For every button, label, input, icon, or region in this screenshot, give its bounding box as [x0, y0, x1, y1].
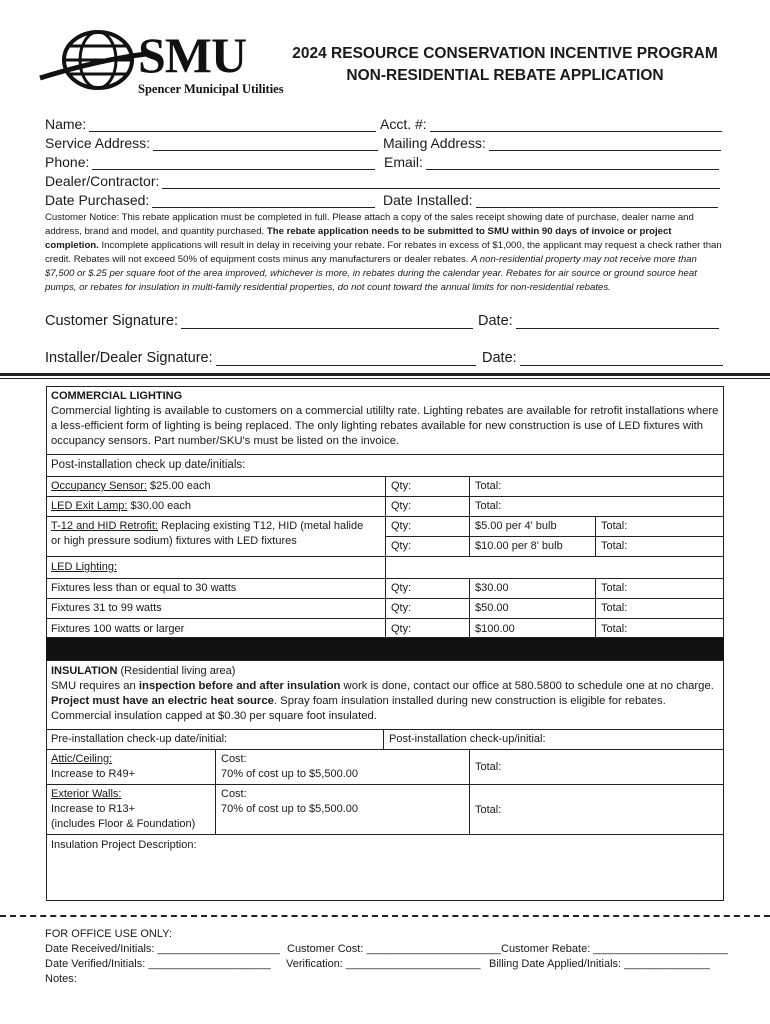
date-installed-label: Date Installed:	[383, 192, 473, 208]
attic-sub: Increase to R49+	[51, 768, 136, 780]
rule	[385, 476, 386, 638]
date-installed-field[interactable]	[383, 192, 718, 208]
rule	[595, 516, 596, 556]
insulation-note: (Residential living area)	[117, 665, 236, 677]
date-received-field[interactable]: Date Received/Initials: ____________________	[45, 943, 280, 955]
per-8ft-bulb: $10.00 per 8' bulb	[475, 540, 563, 552]
qty-label[interactable]: Qty:	[391, 623, 412, 635]
insulation-description	[51, 679, 719, 724]
divider	[0, 378, 770, 379]
rule	[469, 749, 470, 834]
date-label: Date:	[478, 313, 513, 329]
signature-date-field[interactable]	[478, 313, 719, 329]
mailing-address-label: Mailing Address:	[383, 135, 486, 151]
phone-field[interactable]	[45, 154, 375, 170]
divider	[0, 373, 770, 376]
post-check-label[interactable]: Post-installation check-up/initial:	[389, 733, 546, 745]
verification-field[interactable]: Verification: ______________________	[286, 958, 481, 970]
service-address-label: Service Address:	[45, 135, 151, 151]
qty-label[interactable]: Qty:	[391, 500, 412, 512]
page-title	[280, 43, 730, 87]
title-line-2: NON-RESIDENTIAL REBATE APPLICATION	[346, 67, 664, 84]
globe-logo-icon	[38, 30, 148, 100]
total-label[interactable]: Total:	[601, 623, 628, 635]
walls-label-text: Exterior Walls:	[51, 788, 122, 800]
notice-text-2: Incomplete applications will result in delay in receiving your rebate. For rebates in excess of $1,000, the applicant may request a check rather than credit. Rebates will not exceed 50% of equipment costs minus any manufacturers or dealer rebates.	[45, 240, 722, 265]
exit-label: LED Exit Lamp:	[51, 500, 128, 512]
rule	[469, 578, 470, 638]
pre-check-label[interactable]: Pre-installation check-up date/initial:	[51, 733, 228, 745]
notice-text-1: Customer Notice: This rebate application must be completed in full. Please attach a copy of the sales receipt showing date of purchase, dealer name and address, brand and model, and quantity purchased.	[45, 212, 694, 237]
t12-line2: or high pressure sodium) fixtures with LED fixtures	[51, 535, 297, 547]
total-label[interactable]: Total:	[475, 480, 502, 492]
service-address-field[interactable]	[45, 135, 378, 151]
rule	[46, 749, 724, 750]
occupancy-value: $25.00 each	[147, 480, 211, 492]
insulation-heading-text: INSULATION	[51, 665, 118, 677]
cost-value: 70% of cost up to $5,500.00	[221, 803, 358, 815]
qty-label[interactable]: Qty:	[391, 520, 412, 532]
installer-signature-label: Installer/Dealer Signature:	[45, 350, 213, 366]
phone-label: Phone:	[45, 154, 90, 170]
acct-label: Acct. #:	[380, 116, 427, 132]
customer-signature-label: Customer Signature:	[45, 313, 178, 329]
office-heading: FOR OFFICE USE ONLY:	[45, 928, 172, 940]
total-label[interactable]: Total:	[475, 500, 502, 512]
notes-field[interactable]: Notes:	[45, 973, 77, 985]
occupancy-label: Occupancy Sensor:	[51, 480, 147, 492]
cost-label[interactable]: Cost:	[221, 753, 247, 765]
insulation-heading	[51, 664, 721, 679]
qty-label[interactable]: Qty:	[391, 540, 412, 552]
fixture-row-label: Fixtures less than or equal to 30 watts	[51, 582, 237, 594]
led-lighting-label	[47, 560, 117, 574]
walls-label	[47, 787, 122, 801]
lighting-description: Commercial lighting is available to customers on a commercial utililty rate. Lighting rebates are available for retrofit installations where a less-efficient form of lighting is being replaced. The only lighting rebates available for new construction is use of LED fixtures with occupancy sensors. Part number/SKU's must be listed on the invoice.	[51, 405, 719, 447]
exit-value: $30.00 each	[127, 500, 192, 512]
date-verified-field[interactable]: Date Verified/Initials: ____________________	[45, 958, 271, 970]
smu-logo	[38, 27, 284, 100]
total-label[interactable]: Total:	[475, 761, 502, 773]
led-lighting-text: LED Lighting:	[51, 561, 118, 573]
qty-label[interactable]: Qty:	[391, 602, 412, 614]
fixture-price: $30.00	[475, 582, 509, 594]
cut-line	[0, 915, 770, 917]
qty-label[interactable]: Qty:	[391, 582, 412, 594]
per-4ft-bulb: $5.00 per 4' bulb	[475, 520, 557, 532]
installer-signature-field[interactable]	[45, 350, 476, 366]
fixture-row-label: Fixtures 31 to 99 watts	[51, 602, 162, 614]
rule	[595, 578, 596, 638]
post-check-label: Post-installation check up date/initials:	[51, 459, 246, 471]
total-label[interactable]: Total:	[601, 582, 628, 594]
title-line-1: 2024 RESOURCE CONSERVATION INCENTIVE PROGRAM	[292, 45, 718, 62]
cost-value: 70% of cost up to $5,500.00	[221, 768, 358, 780]
email-label: Email:	[384, 154, 423, 170]
name-field[interactable]	[45, 116, 376, 132]
customer-signature-field[interactable]	[45, 313, 473, 329]
rule	[46, 729, 724, 730]
ins-text-1: SMU requires an	[51, 680, 139, 692]
occupancy-sensor-row	[47, 479, 211, 493]
rule	[46, 784, 724, 785]
attic-label	[47, 752, 112, 766]
fixture-price: $100.00	[475, 623, 515, 635]
t12-label: T-12 and HID Retrofit:	[51, 520, 158, 532]
date-purchased-field[interactable]	[45, 192, 375, 208]
logo-text: SMU	[138, 27, 247, 83]
lighting-heading: COMMERCIAL LIGHTING	[51, 390, 183, 402]
mailing-address-field[interactable]	[383, 135, 721, 151]
ins-text-2: work is done, contact our office at 580.5800 to schedule one at no charge.	[340, 680, 714, 692]
t12-retrofit-row	[47, 519, 363, 533]
fixture-price: $50.00	[475, 602, 509, 614]
email-field[interactable]	[384, 154, 719, 170]
total-label[interactable]: Total:	[601, 520, 628, 532]
acct-field[interactable]	[380, 116, 722, 132]
ins-text-2b: Project must have an electric heat source	[51, 695, 274, 707]
name-label: Name:	[45, 116, 87, 132]
notice-limits: A non-residential property may not receive more than $7,500 or $.25 per square foot of the area improved, whichever is more, in rebates during the calendar year. Rebates for air source or ground source heat pumps, or rebates for insulation in multi-family residential properties, do not count toward the annual limits for non-residential rebates.	[45, 254, 697, 293]
installer-date-field[interactable]	[482, 350, 723, 366]
attic-label-text: Attic/Ceiling:	[51, 753, 113, 765]
total-label[interactable]: Total:	[601, 602, 628, 614]
rule	[385, 536, 724, 537]
fixture-row-label: Fixtures 100 watts or larger	[51, 623, 185, 635]
rule	[469, 476, 470, 556]
date-label: Date:	[482, 350, 517, 366]
notice-deadline: The rebate application needs to be submitted to SMU within 90 days of invoice or project completion.	[45, 226, 672, 251]
customer-notice	[45, 211, 725, 295]
rule	[383, 729, 384, 749]
dealer-field[interactable]	[45, 173, 720, 189]
rule	[46, 834, 724, 835]
ins-text-3: . Spray foam insulation installed during new construction is eligible for rebates. Commercial insulation capped at $0.30 per square foot insulated.	[51, 695, 666, 722]
walls-sub: (includes Floor & Foundation)	[51, 818, 196, 830]
section-separator	[46, 638, 724, 660]
dealer-label: Dealer/Contractor:	[45, 173, 160, 189]
rule	[46, 454, 724, 455]
total-label[interactable]: Total:	[475, 804, 502, 816]
date-purchased-label: Date Purchased:	[45, 192, 150, 208]
customer-rebate-field[interactable]: Customer Rebate: ______________________	[501, 943, 728, 955]
walls-sub: Increase to R13+	[51, 803, 136, 815]
ins-text-1b: inspection before and after insulation	[138, 680, 341, 692]
t12-value: Replacing existing T12, HID (metal halide	[158, 520, 364, 532]
qty-label[interactable]: Qty:	[391, 480, 412, 492]
logo-subtitle: Spencer Municipal Utilities	[138, 82, 284, 96]
total-label[interactable]: Total:	[601, 540, 628, 552]
led-exit-row	[47, 499, 191, 513]
customer-cost-field[interactable]: Customer Cost: ______________________	[287, 943, 502, 955]
project-description-field[interactable]: Insulation Project Description:	[51, 839, 197, 851]
rule	[215, 749, 216, 834]
cost-label[interactable]: Cost:	[221, 788, 247, 800]
billing-date-field[interactable]: Billing Date Applied/Initials: ______________	[489, 958, 710, 970]
